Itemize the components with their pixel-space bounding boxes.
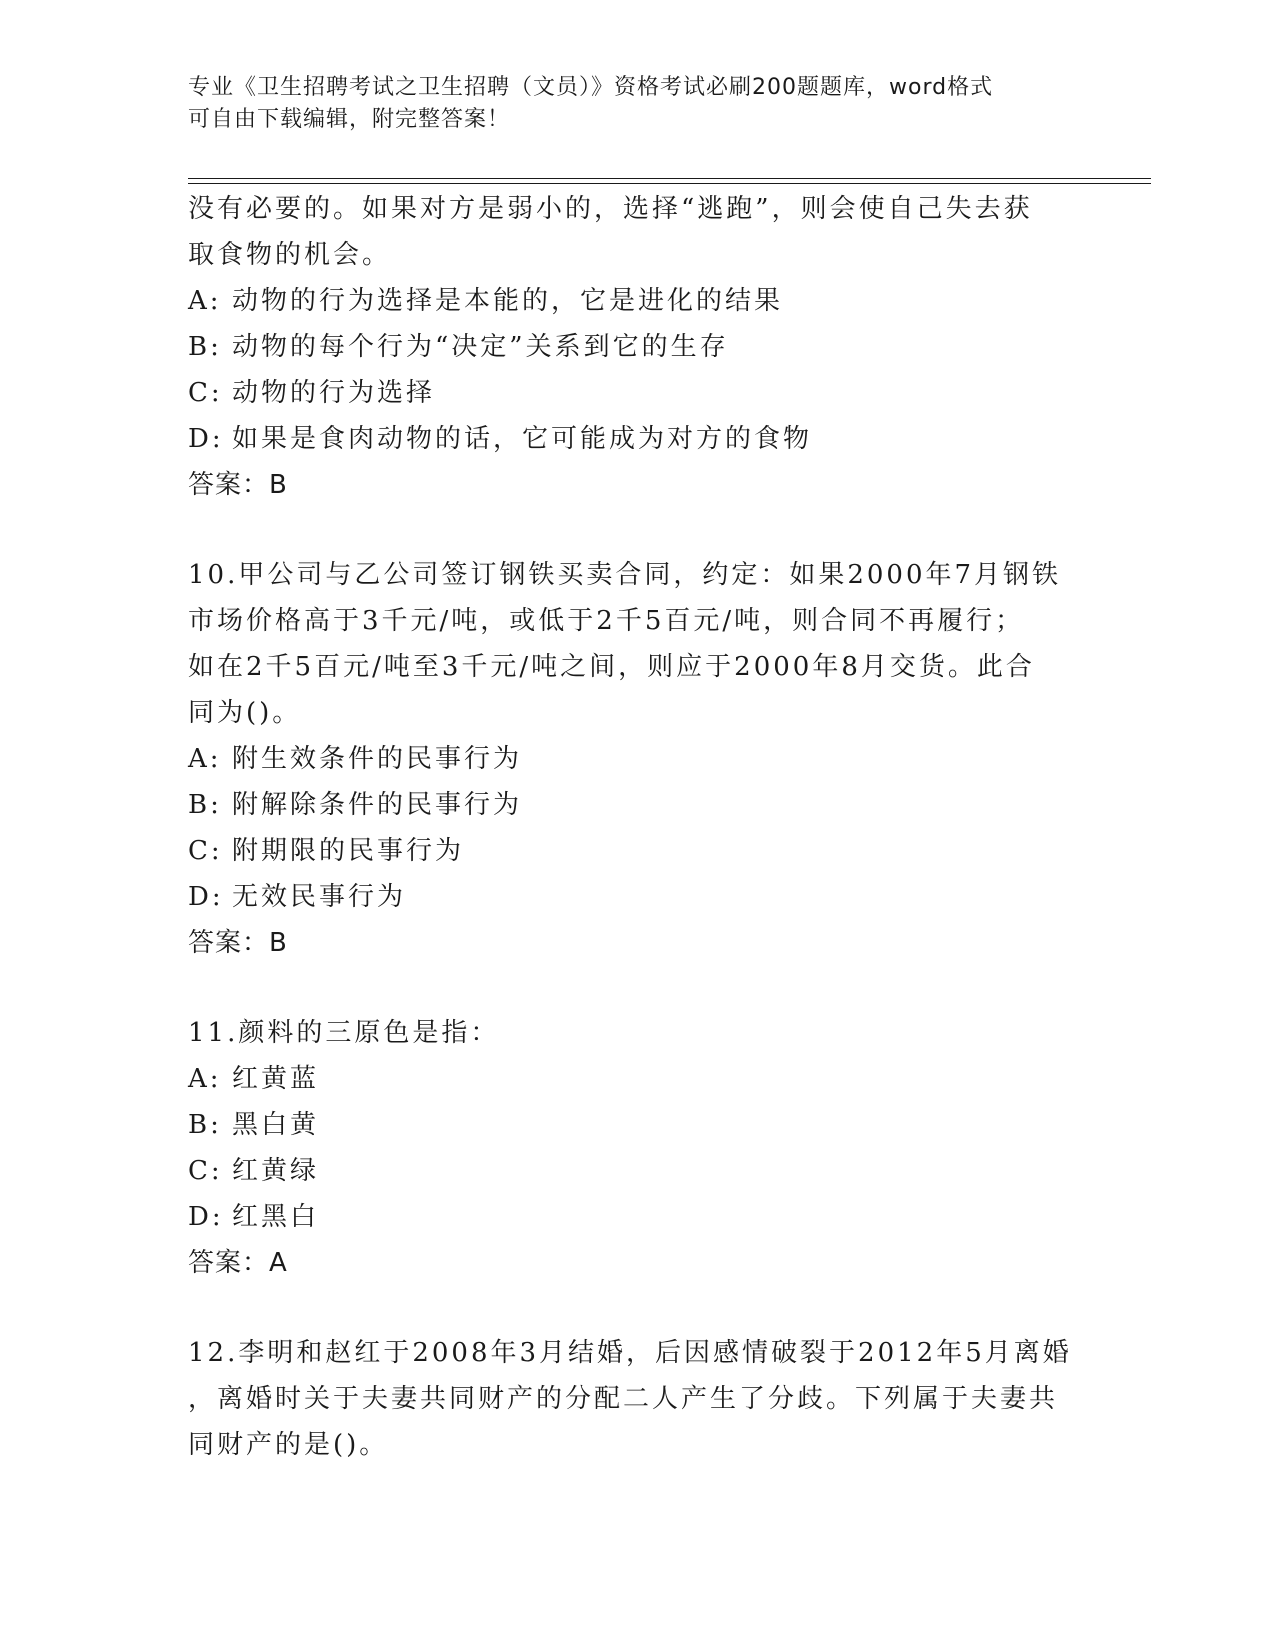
option-key: D: xyxy=(188,424,224,454)
option-text: 红黑白 xyxy=(232,1202,320,1232)
question-text-line: 市场价格高于3千元/吨，或低于2千5百元/吨，则合同不再履行； xyxy=(188,606,1025,636)
question-text-line: 没有必要的。如果对方是弱小的，选择“逃跑”，则会使自己失去获 xyxy=(188,194,1033,224)
option-b xyxy=(188,1102,1088,1148)
answer-line: 答案：A xyxy=(188,1248,288,1278)
option-d xyxy=(188,874,1088,920)
answer-line: 答案：B xyxy=(188,470,288,500)
option-text: 附生效条件的民事行为 xyxy=(232,744,523,774)
option-a xyxy=(188,278,1088,324)
option-text: 无效民事行为 xyxy=(232,882,407,912)
option-c xyxy=(188,370,1088,416)
option-d xyxy=(188,1194,1088,1240)
option-b xyxy=(188,324,1088,370)
option-key: B: xyxy=(188,332,222,362)
option-a xyxy=(188,1056,1088,1102)
option-text: 黑白黄 xyxy=(232,1110,320,1140)
option-c xyxy=(188,828,1088,874)
option-key: C: xyxy=(188,836,223,866)
question-12 xyxy=(188,1330,1088,1468)
option-key: A: xyxy=(188,1064,222,1094)
option-key: A: xyxy=(188,744,222,774)
question-text-line: 同财产的是()。 xyxy=(188,1430,389,1460)
option-key: C: xyxy=(188,378,223,408)
option-key: D: xyxy=(188,1202,224,1232)
question-text-line: 如在2千5百元/吨至3千元/吨之间，则应于2000年8月交货。此合 xyxy=(188,652,1035,682)
question-text-line: 取食物的机会。 xyxy=(188,240,392,270)
option-c xyxy=(188,1148,1088,1194)
option-key: A: xyxy=(188,286,222,316)
option-text: 附期限的民事行为 xyxy=(232,836,465,866)
option-key: D: xyxy=(188,882,224,912)
question-text-line: ，离婚时关于夫妻共同财产的分配二人产生了分歧。下列属于夫妻共 xyxy=(188,1384,1059,1414)
header-title-line-1: 专业《卫生招聘考试之卫生招聘（文员）》资格考试必刷200题题库，word格式 xyxy=(188,75,994,100)
question-text-line: 11.颜料的三原色是指： xyxy=(188,1018,500,1048)
header-divider xyxy=(188,178,1151,184)
option-text: 动物的行为选择 xyxy=(232,378,436,408)
option-key: B: xyxy=(188,790,222,820)
question-9-continuation xyxy=(188,186,1088,508)
question-text-line: 10.甲公司与乙公司签订钢铁买卖合同，约定：如果2000年7月钢铁 xyxy=(188,560,1062,590)
option-text: 动物的行为选择是本能的，它是进化的结果 xyxy=(232,286,784,316)
answer-line: 答案：B xyxy=(188,928,288,958)
document-body xyxy=(188,186,1088,1468)
question-text-line: 12.李明和赵红于2008年3月结婚，后因感情破裂于2012年5月离婚 xyxy=(188,1338,1072,1368)
page-header xyxy=(188,72,1088,136)
option-key: B: xyxy=(188,1110,222,1140)
option-text: 红黄蓝 xyxy=(232,1064,320,1094)
question-10 xyxy=(188,552,1088,966)
option-d xyxy=(188,416,1088,462)
option-a xyxy=(188,736,1088,782)
header-title-line-2: 可自由下载编辑，附完整答案！ xyxy=(188,107,511,132)
option-text: 红黄绿 xyxy=(232,1156,320,1186)
option-b xyxy=(188,782,1088,828)
option-text: 动物的每个行为“决定”关系到它的生存 xyxy=(232,332,729,362)
question-11 xyxy=(188,1010,1088,1286)
option-key: C: xyxy=(188,1156,223,1186)
option-text: 如果是食肉动物的话，它可能成为对方的食物 xyxy=(232,424,813,454)
question-text-line: 同为()。 xyxy=(188,698,302,728)
option-text: 附解除条件的民事行为 xyxy=(232,790,523,820)
